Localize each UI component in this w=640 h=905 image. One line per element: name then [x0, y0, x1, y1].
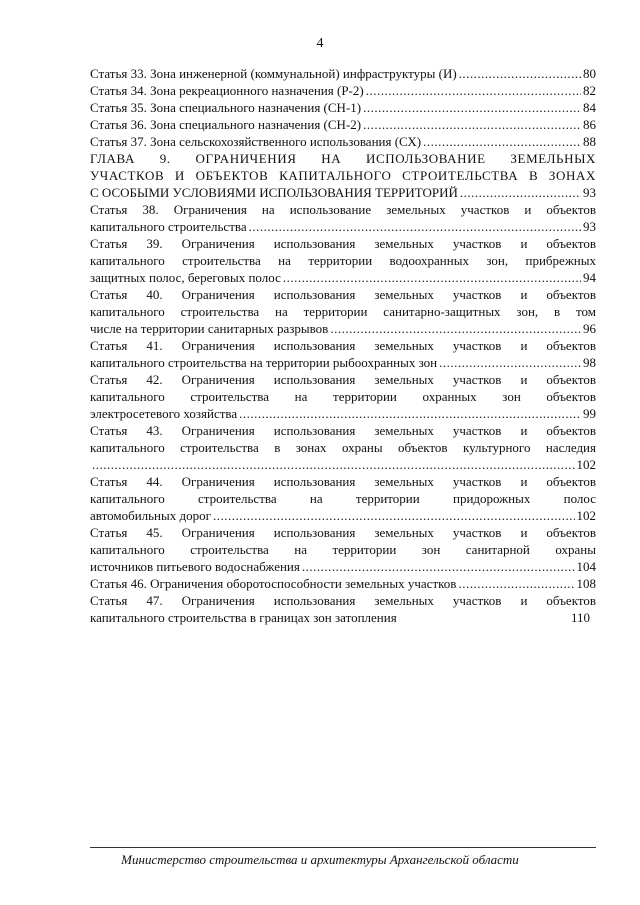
toc-entry-line: Статья 41. Ограничения использования земельных участков и объектов [90, 338, 596, 353]
toc-entry-line: капитального строительства на территории санитарно-защитных зон, в том [90, 304, 596, 319]
toc-page-number: 104 [576, 559, 596, 574]
toc-leader-dots [458, 575, 574, 592]
toc-chapter-entry[interactable] [90, 150, 596, 201]
toc-entry-line: капитального строительства на территории охранных зон объектов [90, 389, 596, 404]
toc-entry[interactable] [90, 524, 596, 575]
toc-entry-title: Статья 36. Зона специального назначения (СН-2) [90, 117, 362, 132]
toc-entry[interactable] [90, 65, 596, 82]
toc-leader-dots [92, 456, 575, 473]
toc-page-number: 80 [583, 66, 596, 81]
toc-entry-title: капитального строительства в границах зон затопления [90, 610, 397, 625]
footer-text: Министерство строительства и архитектуры Архангельской области [121, 852, 519, 867]
toc-entry-line: Статья 43. Ограничения использования земельных участков и объектов [90, 423, 596, 438]
toc-leader-dots [366, 82, 581, 99]
toc-entry-title: Статья 46. Ограничения оборотоспособности земельных участков [90, 576, 457, 591]
toc-page-number: 110 [570, 610, 590, 625]
toc-leader-dots [363, 116, 581, 133]
page-number: 4 [316, 36, 324, 51]
toc-entry[interactable] [90, 201, 596, 235]
toc-leader-dots [302, 558, 575, 575]
toc-entry-line: Статья 38. Ограничения на использование земельных участков и объектов [90, 202, 596, 217]
toc-entry-title: защитных полос, береговых полос [90, 270, 281, 285]
toc-entry-title: капитального строительства [90, 219, 247, 234]
toc-page-number: 93 [583, 185, 596, 200]
toc-entry[interactable] [90, 473, 596, 524]
toc-page-number: 108 [576, 576, 596, 591]
toc-entry-line: капитального строительства на территории водоохранных зон, прибрежных [90, 253, 596, 268]
toc-entry[interactable] [90, 592, 596, 626]
toc-entry-title: С ОСОБЫМИ УСЛОВИЯМИ ИСПОЛЬЗОВАНИЯ ТЕРРИТОРИЙ [90, 185, 458, 200]
toc-entry-line: Статья 40. Ограничения использования земельных участков и объектов [90, 287, 596, 302]
toc-leader-dots [249, 218, 581, 235]
toc-entry-title: Статья 33. Зона инженерной (коммунальной) инфраструктуры (И) [90, 66, 457, 81]
toc-entry-title: Статья 34. Зона рекреационного назначения (Р-2) [90, 83, 364, 98]
toc-page-number: 94 [583, 270, 596, 285]
toc-entry-line: Статья 47. Ограничения использования земельных участков и объектов [90, 593, 596, 608]
toc-entry-line: ГЛАВА 9. ОГРАНИЧЕНИЯ НА ИСПОЛЬЗОВАНИЕ ЗЕМЕЛЬНЫХ [90, 151, 596, 166]
toc-leader-dots [239, 405, 581, 422]
toc-entry-line: Статья 42. Ограничения использования земельных участков и объектов [90, 372, 596, 387]
toc-entry[interactable] [90, 575, 596, 592]
toc-page-number: 102 [576, 457, 596, 472]
toc-entry-line: капитального строительства на территории придорожных полос [90, 491, 596, 506]
toc-page-number: 93 [583, 219, 596, 234]
toc-leader-dots [283, 269, 581, 286]
toc-entry[interactable] [90, 133, 596, 150]
toc-page-number: 96 [583, 321, 596, 336]
toc-page-number: 88 [583, 134, 596, 149]
toc-leader-dots [459, 65, 581, 82]
toc-entry-line: Статья 44. Ограничения использования земельных участков и объектов [90, 474, 596, 489]
toc-entry-title: Статья 35. Зона специального назначения (СН-1) [90, 100, 362, 115]
toc-leader-dots [363, 99, 581, 116]
toc-entry[interactable] [90, 337, 596, 371]
toc-entry-title: автомобильных дорог [90, 508, 211, 523]
toc-leader-dots [423, 133, 581, 150]
toc-page-number: 82 [583, 83, 596, 98]
toc-entry-title: источников питьевого водоснабжения [90, 559, 300, 574]
toc-entry[interactable] [90, 286, 596, 337]
toc-entry-line: УЧАСТКОВ И ОБЪЕКТОВ КАПИТАЛЬНОГО СТРОИТЕЛЬСТВА В ЗОНАХ [90, 168, 596, 183]
toc-entry[interactable] [90, 371, 596, 422]
toc-page-number: 98 [583, 355, 596, 370]
toc-leader-dots [213, 507, 575, 524]
toc-page-number: 86 [583, 117, 596, 132]
toc-entry-title: числе на территории санитарных разрывов [90, 321, 329, 336]
toc-leader-dots [460, 184, 581, 201]
toc-entry[interactable] [90, 235, 596, 286]
toc-entry-line: капитального строительства в зонах охраны объектов культурного наследия [90, 440, 596, 455]
toc-leader-dots [330, 320, 581, 337]
toc-entry-line: капитального строительства на территории зон санитарной охраны [90, 542, 596, 557]
toc-leader-dots [439, 354, 581, 371]
toc-page-number: 102 [576, 508, 596, 523]
toc-entry[interactable] [90, 82, 596, 99]
toc-entry[interactable] [90, 116, 596, 133]
toc-entry[interactable] [90, 99, 596, 116]
toc-page-number: 84 [583, 100, 596, 115]
toc-page-number: 99 [583, 406, 596, 421]
toc-entry[interactable] [90, 422, 596, 473]
toc-entry-title: электросетевого хозяйства [90, 406, 238, 421]
toc-entry-line: Статья 45. Ограничения использования земельных участков и объектов [90, 525, 596, 540]
footer-rule [90, 847, 596, 848]
table-of-contents [90, 65, 596, 626]
toc-entry-title: капитального строительства на территории рыбоохранных зон [90, 355, 438, 370]
toc-entry-line: Статья 39. Ограничения использования земельных участков и объектов [90, 236, 596, 251]
toc-entry-title: Статья 37. Зона сельскохозяйственного использования (СХ) [90, 134, 422, 149]
